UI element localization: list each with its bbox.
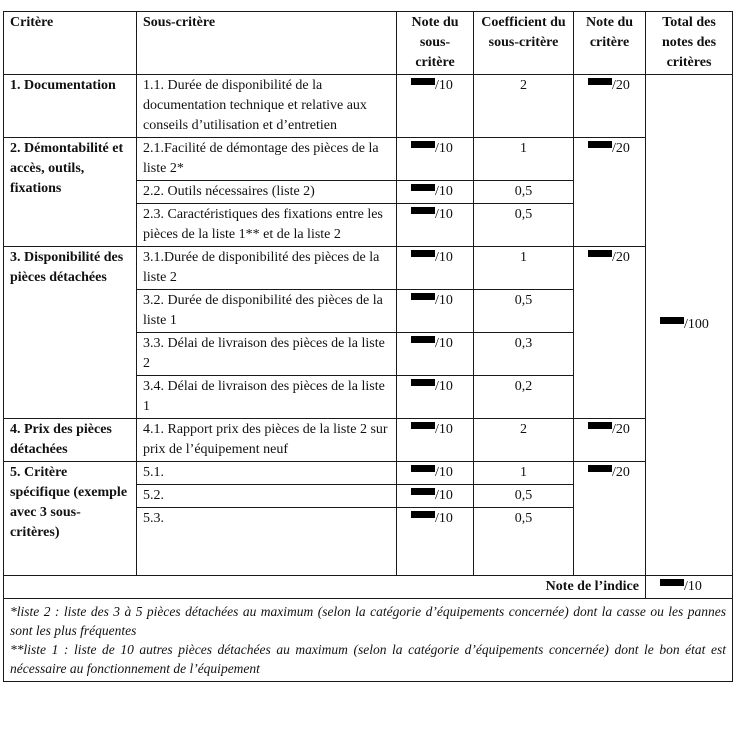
redacted-score-mark <box>411 293 435 300</box>
criterion-note: /20 <box>574 462 646 576</box>
redacted-score-mark <box>588 465 612 472</box>
header-sous-critere: Sous-critère <box>137 12 397 75</box>
indice-label: Note de l’indice <box>4 576 646 599</box>
sub-coefficient: 2 <box>474 419 574 462</box>
redacted-score-mark <box>588 141 612 148</box>
header-total: Total des notes des critères <box>646 12 733 75</box>
redacted-score-mark <box>411 250 435 257</box>
sub-note: /10 <box>397 138 474 181</box>
sub-coefficient: 0,3 <box>474 333 574 376</box>
redacted-score-mark <box>411 207 435 214</box>
sub-note: /10 <box>397 508 474 576</box>
sub-criterion-label: 1.1. Durée de disponibilité de la documentation technique et relative aux conseils d’utilisation et d’entretien <box>137 75 397 138</box>
sub-coefficient: 2 <box>474 75 574 138</box>
redacted-score-mark <box>660 317 684 324</box>
sub-coefficient: 1 <box>474 462 574 485</box>
sub-note: /10 <box>397 376 474 419</box>
sub-note: /10 <box>397 290 474 333</box>
criterion-label: 2. Démontabilité et accès, outils, fixations <box>4 138 137 247</box>
header-note-sous-critere: Note du sous-critère <box>397 12 474 75</box>
score-document <box>3 11 732 682</box>
sub-note: /10 <box>397 204 474 247</box>
redacted-score-mark <box>411 336 435 343</box>
sub-criterion-label: 2.3. Caractéristiques des fixations entre les pièces de la liste 1** et de la liste 2 <box>137 204 397 247</box>
sub-criterion-label: 2.2. Outils nécessaires (liste 2) <box>137 181 397 204</box>
sub-criterion-label: 3.4. Délai de livraison des pièces de la liste 1 <box>137 376 397 419</box>
criterion-note: /20 <box>574 247 646 419</box>
sub-criterion-label: 3.1.Durée de disponibilité des pièces de la liste 2 <box>137 247 397 290</box>
indice-value: /10 <box>646 576 733 599</box>
header-coefficient: Coefficient du sous-critère <box>474 12 574 75</box>
footnote-liste-1: **liste 1 : liste de 10 autres pièces détachées au maximum (selon la catégorie d’équipements concernée) dont le bon état est nécessaire au fonctionnement de l’équipement <box>10 642 726 676</box>
score-table <box>3 11 733 682</box>
redacted-score-mark <box>411 511 435 518</box>
sub-criterion-label: 4.1. Rapport prix des pièces de la liste 2 sur prix de l’équipement neuf <box>137 419 397 462</box>
criterion-label: 3. Disponibilité des pièces détachées <box>4 247 137 419</box>
header-critere: Critère <box>4 12 137 75</box>
table-row <box>4 138 733 181</box>
sub-coefficient: 1 <box>474 247 574 290</box>
sub-coefficient: 0,5 <box>474 181 574 204</box>
redacted-score-mark <box>411 379 435 386</box>
table-row <box>4 247 733 290</box>
footnote-liste-2: *liste 2 : liste des 3 à 5 pièces détachées au maximum (selon la catégorie d’équipements concernée) dont la casse ou les pannes sont les plus fréquentes <box>10 604 726 638</box>
sub-coefficient: 0,5 <box>474 290 574 333</box>
criterion-label: 5. Critère spécifique (exemple avec 3 sous-critères) <box>4 462 137 576</box>
sub-note: /10 <box>397 181 474 204</box>
sub-note: /10 <box>397 247 474 290</box>
sub-note: /10 <box>397 419 474 462</box>
sub-coefficient: 0,5 <box>474 485 574 508</box>
table-row <box>4 462 733 485</box>
criterion-label: 4. Prix des pièces détachées <box>4 419 137 462</box>
header-note-critere: Note du critère <box>574 12 646 75</box>
sub-note: /10 <box>397 485 474 508</box>
table-row <box>4 75 733 138</box>
sub-criterion-label: 3.3. Délai de livraison des pièces de la liste 2 <box>137 333 397 376</box>
redacted-score-mark <box>588 422 612 429</box>
indice-row <box>4 576 733 599</box>
criterion-note: /20 <box>574 419 646 462</box>
sub-note: /10 <box>397 333 474 376</box>
sub-criterion-label: 5.2. <box>137 485 397 508</box>
sub-criterion-label: 5.1. <box>137 462 397 485</box>
sub-coefficient: 0,5 <box>474 508 574 576</box>
sub-criterion-label: 2.1.Facilité de démontage des pièces de la liste 2* <box>137 138 397 181</box>
criterion-note: /20 <box>574 138 646 247</box>
redacted-score-mark <box>411 141 435 148</box>
sub-note: /10 <box>397 75 474 138</box>
footnote-row <box>4 599 733 682</box>
total-notes: /100 <box>646 75 733 576</box>
header-row <box>4 12 733 75</box>
redacted-score-mark <box>411 422 435 429</box>
criterion-label: 1. Documentation <box>4 75 137 138</box>
redacted-score-mark <box>411 465 435 472</box>
sub-coefficient: 1 <box>474 138 574 181</box>
redacted-score-mark <box>588 78 612 85</box>
sub-criterion-label: 5.3. <box>137 508 397 576</box>
redacted-score-mark <box>411 184 435 191</box>
sub-coefficient: 0,2 <box>474 376 574 419</box>
redacted-score-mark <box>411 488 435 495</box>
sub-criterion-label: 3.2. Durée de disponibilité des pièces de la liste 1 <box>137 290 397 333</box>
sub-coefficient: 0,5 <box>474 204 574 247</box>
redacted-score-mark <box>411 78 435 85</box>
redacted-score-mark <box>660 579 684 586</box>
sub-note: /10 <box>397 462 474 485</box>
redacted-score-mark <box>588 250 612 257</box>
criterion-note: /20 <box>574 75 646 138</box>
footnotes <box>4 599 733 682</box>
table-row <box>4 419 733 462</box>
